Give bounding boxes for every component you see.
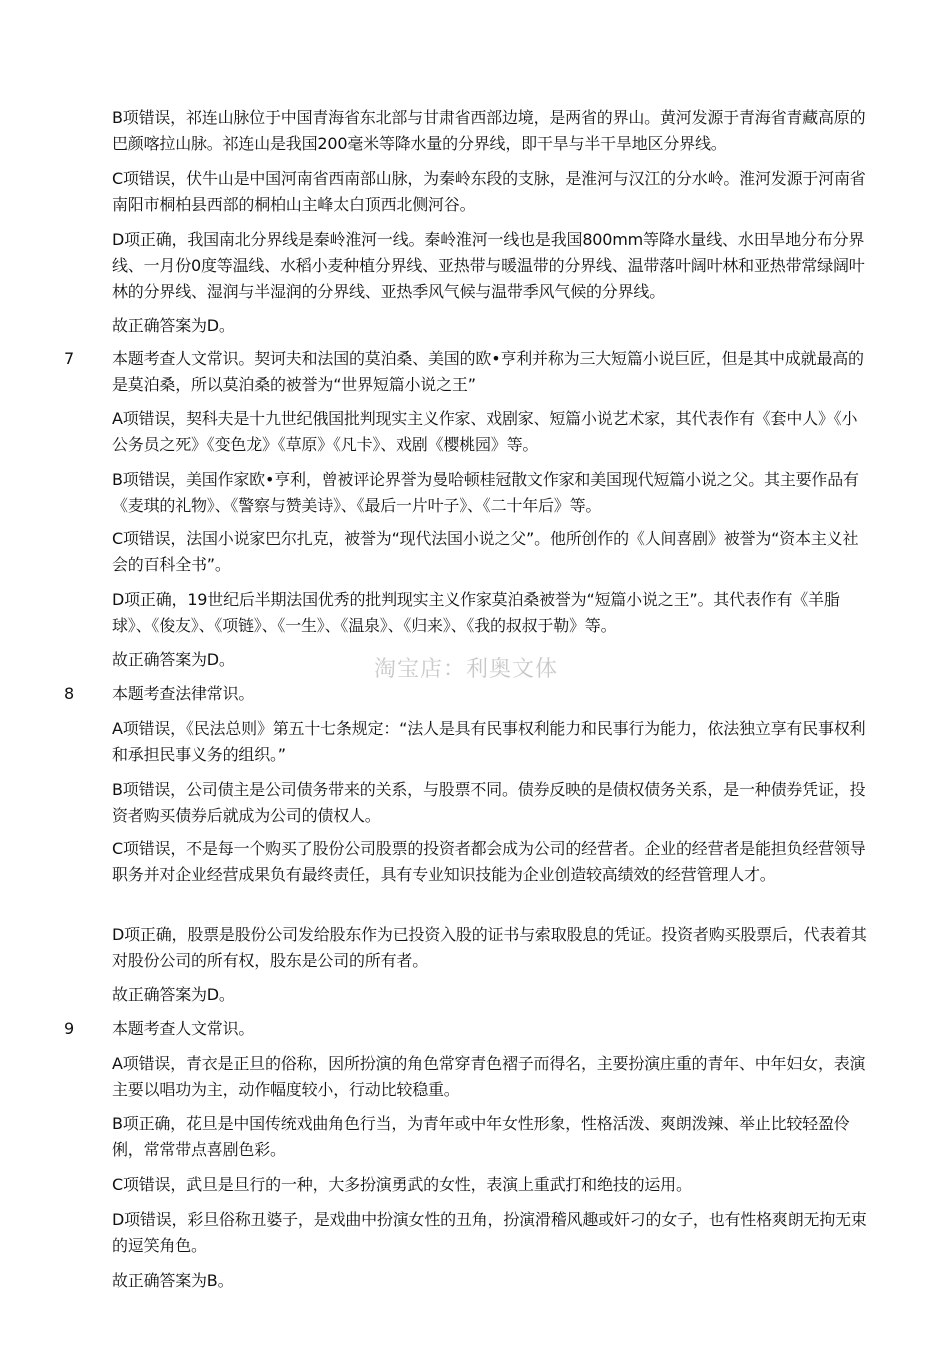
q9-option-a: A项错误，青衣是正旦的俗称，因所扮演的角色常穿青色褶子而得名，主要扮演庄重的青年、中年妇女，表演主要以唱功为主，动作幅度较小，行动比较稳重。: [112, 1054, 866, 1099]
q9-intro: 本题考查人文常识。: [112, 1019, 255, 1038]
q8-answer: 故正确答案为D。: [112, 985, 235, 1004]
q9-number: 9: [64, 1019, 75, 1038]
q9-answer: 故正确答案为B。: [112, 1271, 234, 1290]
q8-option-a: A项错误，《民法总则》第五十七条规定：“法人是具有民事权利能力和民事行为能力，依法独立享有民事权利和承担民事义务的组织。”: [112, 719, 866, 764]
q6-option-b: B项错误，祁连山脉位于中国青海省东北部与甘肃省西部边境，是两省的界山。黄河发源于青海省青藏高原的巴颜喀拉山脉。祁连山是我国200毫米等降水量的分界线，即干旱与半干旱地区分界线。: [112, 108, 866, 153]
q9-option-b: B项正确，花旦是中国传统戏曲角色行当，为青年或中年女性形象，性格活泼、爽朗泼辣、举止比较轻盈伶俐，常常带点喜剧色彩。: [112, 1114, 850, 1159]
q8-option-d: D项正确，股票是股份公司发给股东作为已投资入股的证书与索取股息的凭证。投资者购买股票后，代表着其对股份公司的所有权，股东是公司的所有者。: [112, 925, 867, 970]
q8-number: 8: [64, 684, 75, 703]
q7-option-c: C项错误，法国小说家巴尔扎克，被誉为“现代法国小说之父”。他所创作的《人间喜剧》被誉为“资本主义社会的百科全书”。: [112, 529, 859, 574]
q7-number: 7: [64, 349, 75, 368]
q8-option-c: C项错误，不是每一个购买了股份公司股票的投资者都会成为公司的经营者。企业的经营者是能担负经营领导职务并对企业经营成果负有最终责任，具有专业知识技能为企业创造较高绩效的经营管理人才。: [112, 839, 866, 884]
q6-option-c: C项错误，伏牛山是中国河南省西南部山脉，为秦岭东段的支脉，是淮河与汉江的分水岭。淮河发源于河南省南阳市桐柏县西部的桐柏山主峰太白顶西北侧河谷。: [112, 169, 866, 214]
q8-intro: 本题考查法律常识。: [112, 684, 255, 703]
q7-option-d: D项正确，19世纪后半期法国优秀的批判现实主义作家莫泊桑被誉为“短篇小说之王”。其代表作有《羊脂球》、《俊友》、《项链》、《一生》、《温泉》、《归来》、《我的叔叔于勒》等。: [112, 590, 840, 635]
q7-option-b: B项错误，美国作家欧•亨利，曾被评论界誉为曼哈顿桂冠散文作家和美国现代短篇小说之父。其主要作品有《麦琪的礼物》、《警察与赞美诗》、《最后一片叶子》、《二十年后》等。: [112, 470, 859, 515]
q7-answer: 故正确答案为D。: [112, 650, 235, 669]
watermark: 淘宝店：利奥文体: [374, 657, 559, 682]
q8-option-b: B项错误，公司债主是公司债务带来的关系，与股票不同。债券反映的是债权债务关系，是一种债券凭证，投资者购买债券后就成为公司的债权人。: [112, 780, 866, 825]
q9-option-d: D项错误，彩旦俗称丑婆子，是戏曲中扮演女性的丑角，扮演滑稽风趣或奸刁的女子，也有性格爽朗无拘无束的逗笑角色。: [112, 1210, 867, 1255]
q7-option-a: A项错误，契科夫是十九世纪俄国批判现实主义作家、戏剧家、短篇小说艺术家，其代表作有《套中人》《小公务员之死》《变色龙》《草原》《凡卡》、戏剧《樱桃园》等。: [112, 409, 858, 454]
q6-option-d: D项正确，我国南北分界线是秦岭淮河一线。秦岭淮河一线也是我国800mm等降水量线、水田旱地分布分界线、一月份0度等温线、水稻小麦种植分界线、亚热带与暖温带的分界线、温带落叶阔叶林和亚热带常绿阔叶林的分界线、湿润与半湿润的分界线、亚热季风气候与温带季风气候的分界线。: [112, 230, 865, 301]
q7-intro: 本题考查人文常识。契诃夫和法国的莫泊桑、美国的欧•亨利并称为三大短篇小说巨匠，但是其中成就最高的是莫泊桑，所以莫泊桑的被誉为“世界短篇小说之王”: [112, 349, 864, 394]
q6-answer: 故正确答案为D。: [112, 316, 235, 335]
q9-option-c: C项错误，武旦是旦行的一种，大多扮演勇武的女性，表演上重武打和绝技的运用。: [112, 1175, 692, 1194]
